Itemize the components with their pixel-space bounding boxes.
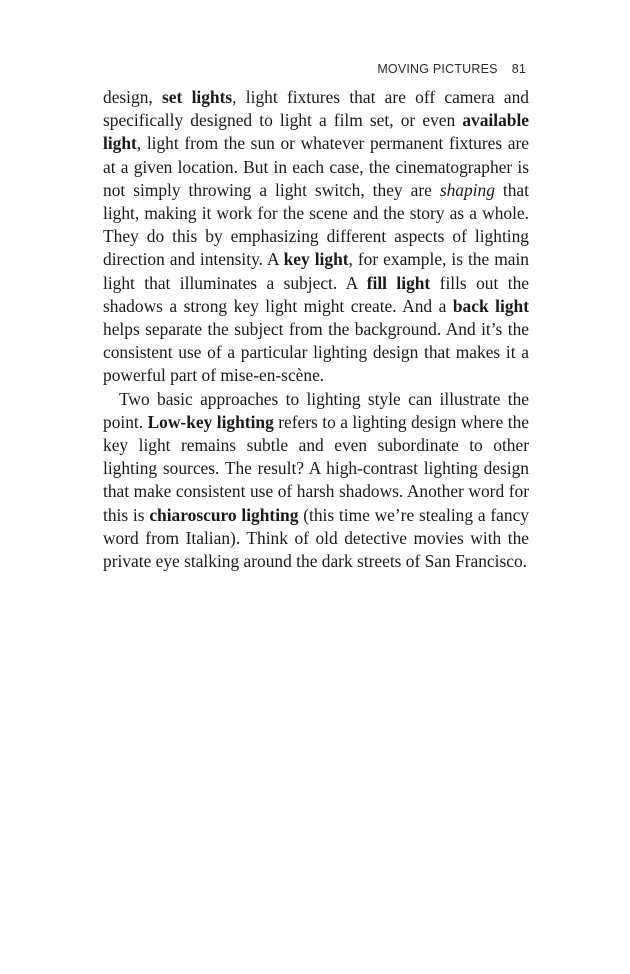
term-available-light: available light [103,110,529,154]
paragraph-2 [103,388,529,574]
term-chiaroscuro-lighting: chiaroscuro lighting [149,504,299,525]
term-fill-light: fill light [366,272,431,293]
running-header [377,62,526,76]
paragraph-1 [103,86,529,388]
text-run: , light from the sun or whatever permanent fixtures are at a given location. But in each case, the cinematographer is not simply throwing a light switch, they are [103,133,529,200]
text-run: , light fixtures that are off camera and specifically designed to light a film set, or even [103,87,529,131]
body-text [103,86,529,573]
text-run: fills out the shadows a strong key light might create. And a [103,272,529,316]
text-run: design, [103,87,163,107]
text-run: Two basic approaches to lighting style can illustrate the point. [103,388,529,432]
text-run: helps separate the subject from the background. And it’s the consistent use of a particular lighting design that makes it a powerful part of mise-en-scène. [103,319,529,386]
term-low-key-lighting: Low-key lighting [147,411,274,432]
running-header-title: MOVING PICTURES [377,62,498,76]
term-key-light: key light [283,249,349,270]
text-run: (this time we’re stealing a fancy word from Italian). Think of old detective movies with the private eye stalking around the dark streets of San Francisco. [103,504,529,572]
emphasis-shaping: shaping [439,179,495,200]
text-run: that light, making it work for the scene and the story as a whole. They do this by emphasizing different aspects of lighting direction and intensity. A [103,179,529,270]
text-run: , for example, is the main light that illuminates a subject. A [103,249,529,293]
term-set-lights: set lights [162,87,233,107]
term-back-light: back light [452,295,529,316]
text-run: refers to a lighting design where the key light remains subtle and even subordinate to other lighting sources. The result? A high-contrast lighting design that make consistent use of harsh shadows. Another word for this is [103,411,530,525]
page-number: 81 [511,62,526,76]
